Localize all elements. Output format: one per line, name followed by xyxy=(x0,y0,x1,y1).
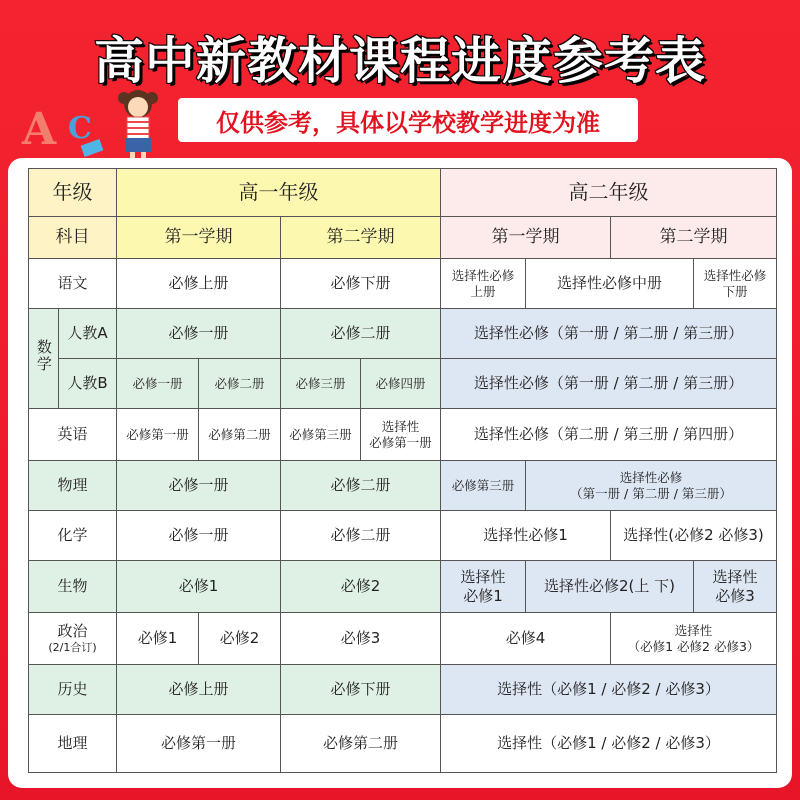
cell: 选择性 必修第一册 xyxy=(361,409,441,461)
subject-chinese: 语文 xyxy=(29,259,117,309)
cell: 选择性必修 下册 xyxy=(694,259,777,309)
cell: 必修二册 xyxy=(281,461,441,511)
cell: 选择性必修（第一册 / 第二册 / 第三册） xyxy=(441,359,777,409)
table-row xyxy=(29,259,777,309)
cell: 选择性必修中册 xyxy=(526,259,694,309)
cell: 选择性必修 上册 xyxy=(441,259,526,309)
table-row xyxy=(29,665,777,715)
cell: 必修1 xyxy=(117,561,281,613)
cell: 必修二册 xyxy=(281,309,441,359)
cell: 必修第一册 xyxy=(117,715,281,773)
cell: 必修2 xyxy=(199,613,281,665)
cell: 必修2 xyxy=(281,561,441,613)
cell: 必修上册 xyxy=(117,665,281,715)
table-row xyxy=(29,359,777,409)
cell: 选择性必修 （第一册 / 第二册 / 第三册） xyxy=(526,461,777,511)
subject-chemistry: 化学 xyxy=(29,511,117,561)
table-row xyxy=(29,511,777,561)
cell: 选择性必修（第二册 / 第三册 / 第四册） xyxy=(441,409,777,461)
subject-history: 历史 xyxy=(29,665,117,715)
header-g1-sem2: 第二学期 xyxy=(281,217,441,259)
cell: 必修上册 xyxy=(117,259,281,309)
cell: 必修三册 xyxy=(281,359,361,409)
cell: 选择性（必修1 / 必修2 / 必修3） xyxy=(441,715,777,773)
header-grade-2: 高二年级 xyxy=(441,169,777,217)
table-row xyxy=(29,409,777,461)
cell: 必修下册 xyxy=(281,665,441,715)
header-g2-sem2: 第二学期 xyxy=(611,217,777,259)
table-row xyxy=(29,561,777,613)
svg-text:C: C xyxy=(68,111,92,146)
cell: 必修第一册 xyxy=(117,409,199,461)
schedule-table xyxy=(28,168,777,773)
cell: 必修下册 xyxy=(281,259,441,309)
cell: 必修4 xyxy=(441,613,611,665)
cell: 必修第二册 xyxy=(199,409,281,461)
cell: 必修一册 xyxy=(117,359,199,409)
cell: 选择性必修（第一册 / 第二册 / 第三册） xyxy=(441,309,777,359)
page-title: 高中新教材课程进度参考表 xyxy=(94,32,706,90)
subtitle-banner: 仅供参考，具体以学校教学进度为准 xyxy=(178,98,638,142)
header-g2-sem1: 第一学期 xyxy=(441,217,611,259)
table-row xyxy=(29,309,777,359)
table-row xyxy=(29,715,777,773)
cell: 必修1 xyxy=(117,613,199,665)
table-row xyxy=(29,461,777,511)
cell: 必修3 xyxy=(281,613,441,665)
cell: 选择性 （必修1 必修2 必修3） xyxy=(611,613,777,665)
cell: 必修二册 xyxy=(281,511,441,561)
cell: 必修一册 xyxy=(117,461,281,511)
header-grade: 年级 xyxy=(29,169,117,217)
subject-politics: 政治 (2/1合订) xyxy=(29,613,117,665)
cell: 选择性 必修3 xyxy=(694,561,777,613)
subject-math-a: 人教A xyxy=(59,309,117,359)
cell: 必修一册 xyxy=(117,309,281,359)
cell: 选择性必修2(上 下) xyxy=(526,561,694,613)
subject-physics: 物理 xyxy=(29,461,117,511)
cell: 选择性（必修1 / 必修2 / 必修3） xyxy=(441,665,777,715)
subject-math-b: 人教B xyxy=(59,359,117,409)
svg-text:A: A xyxy=(22,104,57,155)
header-g1-sem1: 第一学期 xyxy=(117,217,281,259)
cell: 必修第三册 xyxy=(281,409,361,461)
cell: 必修二册 xyxy=(199,359,281,409)
cell: 选择性必修1 xyxy=(441,511,611,561)
cell: 必修第二册 xyxy=(281,715,441,773)
subject-geography: 地理 xyxy=(29,715,117,773)
subject-biology: 生物 xyxy=(29,561,117,613)
cell: 必修四册 xyxy=(361,359,441,409)
table-row xyxy=(29,613,777,665)
header-subject: 科目 xyxy=(29,217,117,259)
subject-english: 英语 xyxy=(29,409,117,461)
cell: 选择性(必修2 必修3) xyxy=(611,511,777,561)
cell: 选择性 必修1 xyxy=(441,561,526,613)
cell: 必修第三册 xyxy=(441,461,526,511)
subject-math: 数学 xyxy=(29,309,59,409)
cell: 必修一册 xyxy=(117,511,281,561)
header-grade-1: 高一年级 xyxy=(117,169,441,217)
